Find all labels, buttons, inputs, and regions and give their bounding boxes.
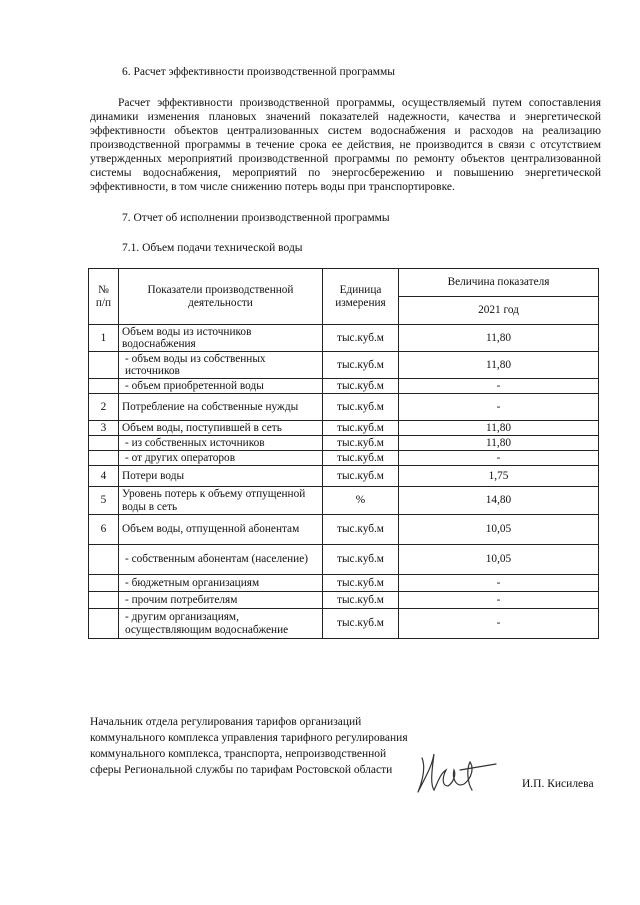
row-value: 11,80	[399, 436, 599, 451]
table-row	[89, 451, 599, 466]
table-row	[89, 545, 599, 575]
row-num	[89, 352, 119, 379]
table-row	[89, 592, 599, 609]
table-row	[89, 466, 599, 487]
row-indicator: - объем воды из собственных источников	[119, 352, 323, 379]
row-num: 1	[89, 325, 119, 352]
row-indicator: - другим организациям, осуществляющим водоснабжение	[119, 609, 323, 639]
row-value: -	[399, 451, 599, 466]
row-unit: тыс.куб.м	[323, 545, 399, 575]
row-num	[89, 545, 119, 575]
header-unit: Единица измерения	[323, 269, 399, 325]
row-indicator: Объем воды, поступившей в сеть	[119, 421, 323, 436]
row-indicator: - бюджетным организациям	[119, 575, 323, 592]
section-6-heading: 6. Расчет эффективности производственной программы	[122, 66, 396, 78]
row-num	[89, 436, 119, 451]
header-num: № п/п	[89, 269, 119, 325]
row-unit: тыс.куб.м	[323, 515, 399, 545]
table-row	[89, 515, 599, 545]
row-value: 10,05	[399, 545, 599, 575]
row-indicator: Потери воды	[119, 466, 323, 487]
section-7-heading: 7. Отчет об исполнении производственной программы	[122, 212, 390, 224]
row-num: 2	[89, 394, 119, 421]
row-num: 5	[89, 487, 119, 515]
row-num: 6	[89, 515, 119, 545]
row-indicator: Объем воды, отпущенной абонентам	[119, 515, 323, 545]
row-value: 11,80	[399, 421, 599, 436]
header-year: 2021 год	[399, 297, 599, 325]
row-value: -	[399, 609, 599, 639]
row-unit: тыс.куб.м	[323, 451, 399, 466]
row-indicator: - от других операторов	[119, 451, 323, 466]
row-value: 1,75	[399, 466, 599, 487]
handwritten-signature	[412, 740, 502, 805]
row-num	[89, 575, 119, 592]
table-row	[89, 487, 599, 515]
signatory-name: И.П. Кисилева	[522, 778, 594, 790]
header-indicator: Показатели производственной деятельности	[119, 269, 323, 325]
table-row	[89, 421, 599, 436]
row-unit: %	[323, 487, 399, 515]
row-indicator: - объем приобретенной воды	[119, 379, 323, 394]
table-row	[89, 379, 599, 394]
row-value: 11,80	[399, 352, 599, 379]
row-indicator: - из собственных источников	[119, 436, 323, 451]
row-num	[89, 379, 119, 394]
row-unit: тыс.куб.м	[323, 609, 399, 639]
row-value: -	[399, 575, 599, 592]
row-value: -	[399, 592, 599, 609]
row-indicator: Объем воды из источников водоснабжения	[119, 325, 323, 352]
table-row	[89, 436, 599, 451]
table-row	[89, 609, 599, 639]
table-row	[89, 394, 599, 421]
section-7-1-subheading: 7.1. Объем подачи технической воды	[122, 242, 303, 254]
row-unit: тыс.куб.м	[323, 592, 399, 609]
table-row	[89, 352, 599, 379]
row-value: -	[399, 379, 599, 394]
row-unit: тыс.куб.м	[323, 436, 399, 451]
row-num: 3	[89, 421, 119, 436]
row-unit: тыс.куб.м	[323, 575, 399, 592]
row-num: 4	[89, 466, 119, 487]
header-value: Величина показателя	[399, 269, 599, 297]
row-num	[89, 451, 119, 466]
row-unit: тыс.куб.м	[323, 394, 399, 421]
row-indicator: Уровень потерь к объему отпущенной воды в сеть	[119, 487, 323, 515]
signatory-position: Начальник отдела регулирования тарифов организаций коммунального комплекса управления тарифного регулирования коммунального комплекса, транспорта, непроизводственной сферы Региональной службы по тарифам Ростовской области	[90, 716, 408, 776]
section-6-paragraph: Расчет эффективности производственной программы, осуществляемый путем сопоставления динамики изменения плановых значений показателей надежности, качества и энергетической эффективности объектов централизованных систем водоснабжения и расходов на реализацию производственной программы в течение срока ее действия, не производится в связи с отсутствием утвержденных мероприятий производственной программы по ремонту объектов централизованной системы водоснабжения, мероприятий по энергосбережению и повышению энергетической эффективности, в том числе снижению потерь воды при транспортировке.	[90, 97, 601, 193]
water-supply-table	[88, 268, 599, 639]
row-indicator: Потребление на собственные нужды	[119, 394, 323, 421]
row-unit: тыс.куб.м	[323, 466, 399, 487]
row-num	[89, 592, 119, 609]
row-unit: тыс.куб.м	[323, 325, 399, 352]
row-indicator: - прочим потребителям	[119, 592, 323, 609]
row-value: 10,05	[399, 515, 599, 545]
row-value: 11,80	[399, 325, 599, 352]
row-indicator: - собственным абонентам (население)	[119, 545, 323, 575]
row-unit: тыс.куб.м	[323, 379, 399, 394]
row-unit: тыс.куб.м	[323, 352, 399, 379]
row-unit: тыс.куб.м	[323, 421, 399, 436]
row-num	[89, 609, 119, 639]
table-header-row	[89, 269, 599, 297]
row-value: -	[399, 394, 599, 421]
row-value: 14,80	[399, 487, 599, 515]
table-row	[89, 575, 599, 592]
table-row	[89, 325, 599, 352]
